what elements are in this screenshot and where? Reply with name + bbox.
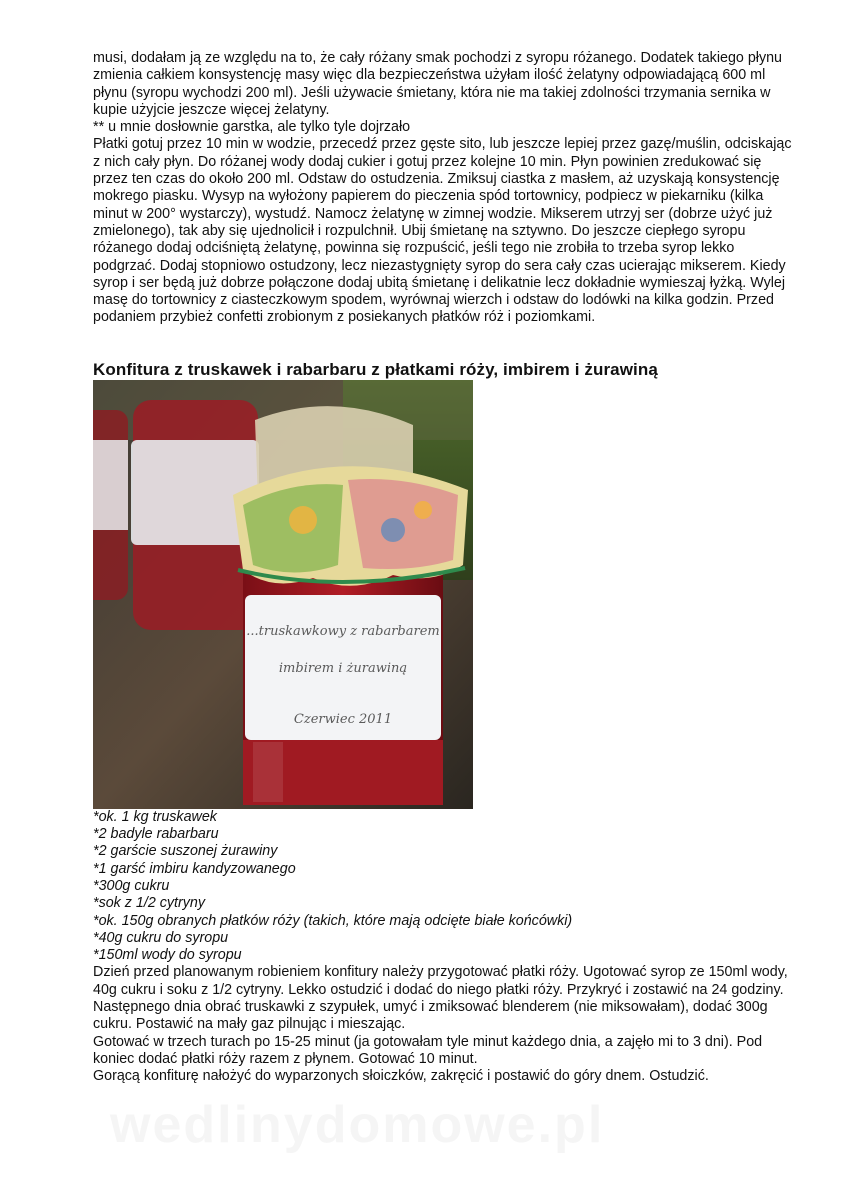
intro-paragraph: musi, dodałam ją ze względu na to, że cały różany smak pochodzi z syropu różanego. Dodatek takiego płynu zmienia całkiem konsystencję masy więc dla bezpieczeństwa użyłam ilość żelatyny odpowiadającą 600 ml płynu (syropu wychodzi 200 ml). Jeśli używacie śmietany, która nie ma takiej zdolności trzymania sernika w kupie użyjcie jeszcze więcej żelatyny.	[93, 50, 783, 118]
watermark: wedlinydomowe.pl	[110, 1096, 605, 1154]
ingredient-item: *2 garście suszonej żurawiny	[93, 843, 278, 860]
ingredient-item: *ok. 1 kg truskawek	[93, 808, 217, 825]
jam-jar-photo	[93, 380, 473, 809]
ingredient-item: *300g cukru	[93, 877, 170, 894]
ingredient-item: *40g cukru do syropu	[93, 929, 229, 946]
label-line-2: imbirem i żurawiną	[278, 660, 408, 676]
method-paragraph: Płatki gotuj przez 10 min w wodzie, przecedź przez gęste sito, lub jeszcze lepiej przez gazę/muślin, odciskając z nich cały płyn. Do różanej wody dodaj cukier i gotuj przez kolejne 10 min. Płyn powinien zredukować się przez ten czas do około 200 ml. Odstaw do ostudzenia. Zmiksuj ciastka z masłem, aż uzyskają konsystencję mokrego piasku. Wysyp na wyłożony papierem do pieczenia spód tortownicy, podpiecz w piekarniku (kilka minut w 200° wystarczy), wystudź. Namocz żelatynę w zimnej wodzie. Mikserem utrzyj ser (dobrze użyć już zmielonego), tak aby się ujednolicił i rozpulchnił. Ubij śmietanę na sztywno. Do jeszcze ciepłego syropu różanego dodaj odciśniętą żelatynę, powinna się rozpuścić, jeśli tego nie zrobiła to trzeba syrop lekko podgrzać. Dodaj stopniowo ostudzony, lecz niezastygnięty syrop do sera cały czas ucierając mikserem. Kiedy syrop i ser będą już dobrze połączone dodaj ubitą śmietanę i delikatnie lecz dokładnie wymieszaj łyżką. Wylej masę do tortownicy z ciasteczkowym spodem, wyrównaj wierzch i odstaw do lodówki na kilka godzin. Przed podaniem przybież confetti zrobionym z posiekanych płatków róż i poziomkami.	[93, 136, 792, 326]
instructions	[93, 964, 793, 1085]
document-page	[93, 50, 793, 1086]
ingredient-item: *ok. 150g obranych płatków róży (takich, które mają odcięte białe końcówki)	[93, 912, 573, 929]
label-line-3: Czerwiec 2011	[293, 711, 393, 727]
ingredient-item: *sok z 1/2 cytryny	[93, 895, 206, 912]
instruction-step: Gotować w trzech turach po 15-25 minut (ja gotowałam tyle minut każdego dnia, a zajęło mi to 3 dni). Pod koniec dodać płatki róży razem z płynem. Gotować 10 minut.	[93, 1033, 763, 1067]
recipe-title: Konfitura z truskawek i rabarbaru z płatkami róży, imbirem i żurawiną	[93, 359, 658, 379]
instruction-step: Następnego dnia obrać truskawki z szypułek, umyć i zmiksować blenderem (nie miksowałam), dodać 300g cukru. Postawić na mały gaz pilnując i mieszając.	[93, 999, 768, 1033]
ingredients-list	[93, 809, 793, 965]
footnote-paragraph: ** u mnie dosłownie garstka, ale tylko tyle dojrzało	[93, 119, 411, 136]
ingredient-item: *2 badyle rabarbaru	[93, 826, 219, 843]
instruction-step: Gorącą konfiturę nałożyć do wyparzonych słoiczków, zakręcić i postawić do góry dnem. Ostudzić.	[93, 1068, 709, 1085]
instruction-step: Dzień przed planowanym robieniem konfitury należy przygotować płatki róży. Ugotować syrop ze 150ml wody, 40g cukru i soku z 1/2 cytryny. Lekko ostudzić i dodać do niego płatki róży. Przykryć i zostawić na 24 godziny.	[93, 964, 788, 998]
ingredient-item: *1 garść imbiru kandyzowanego	[93, 860, 296, 877]
label-line-1: ...truskawkowy z rabarbarem	[246, 623, 440, 639]
ingredient-item: *150ml wody do syropu	[93, 947, 242, 964]
